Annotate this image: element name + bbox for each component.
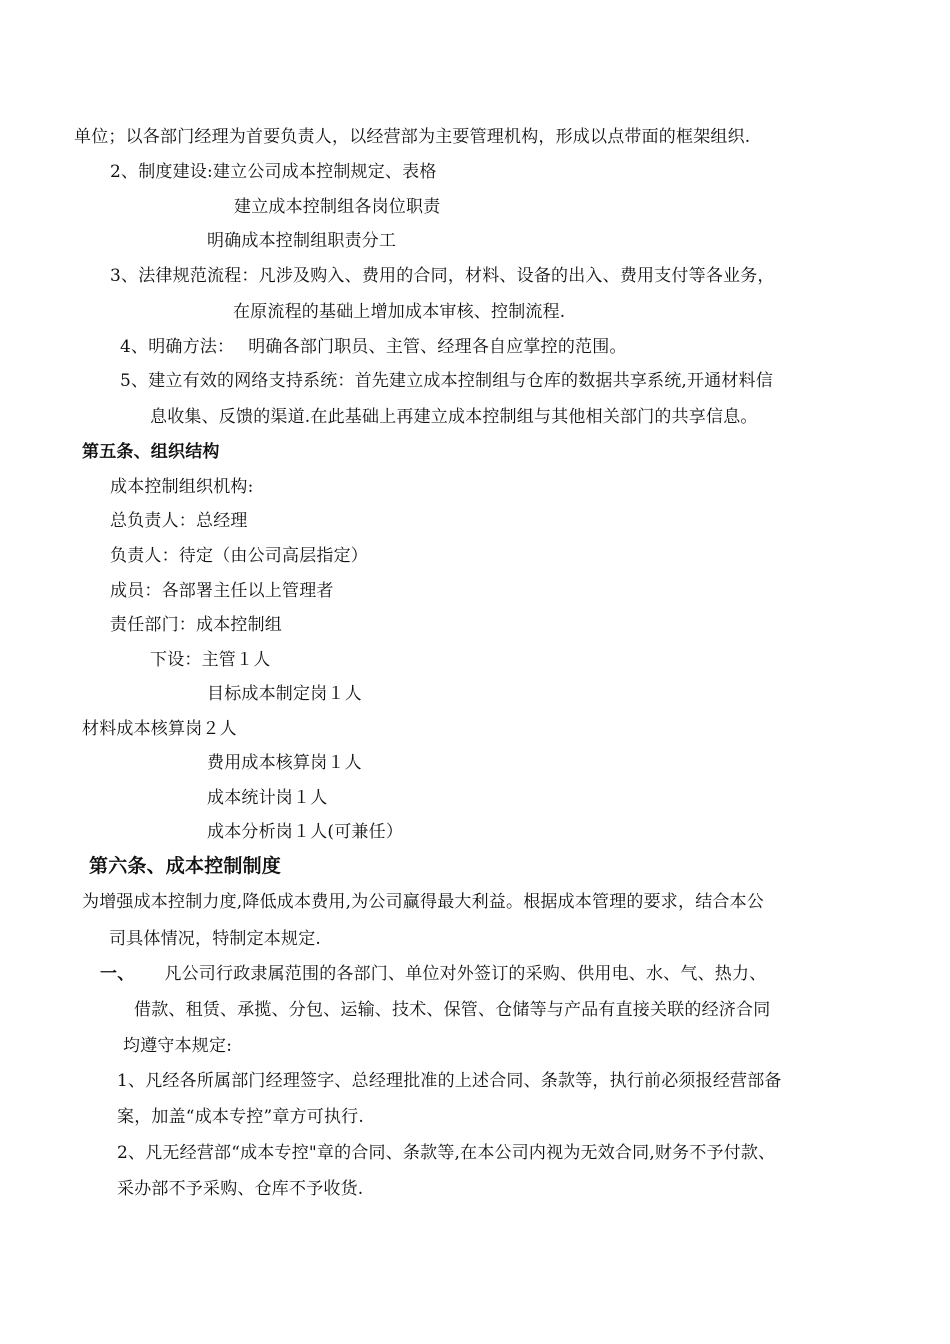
text-line: 在原流程的基础上增加成本审核、控制流程. — [233, 302, 566, 322]
text-line: 建立成本控制组各岗位职责 — [234, 197, 441, 217]
text-line: 成本控制组织机构: — [110, 477, 254, 497]
text-line: 负责人：待定（由公司高层指定） — [110, 546, 368, 566]
text-line: 借款、租赁、承揽、分包、运输、技术、保管、仓储等与产品有直接关联的经济合同 — [134, 1000, 771, 1020]
text-line: 材料成本核算岗２人 — [82, 719, 237, 739]
text-line: 总负责人：总经理 — [110, 511, 248, 531]
clause-text: 凡公司行政隶属范围的各部门、单位对外签订的采购、供用电、水、气、热力、 — [164, 964, 767, 984]
text-line: 成本统计岗１人 — [207, 788, 328, 808]
text-line: 责任部门：成本控制组 — [110, 615, 282, 635]
method-text: 明确各部门职员、主管、经理各自应掌控的范围。 — [248, 337, 627, 357]
text-line: 单位；以各部门经理为首要负责人，以经营部为主要管理机构，形成以点带面的框架组织. — [74, 127, 751, 147]
text-line: 为增强成本控制力度,降低成本费用,为公司赢得最大利益。根据成本管理的要求，结合本公 — [82, 892, 765, 912]
text-line: 明确成本控制组职责分工 — [207, 231, 397, 251]
method-label: 4、明确方法： — [120, 337, 235, 357]
text-line: 均遵守本规定: — [123, 1036, 233, 1056]
text-line-clause — [100, 962, 766, 986]
text-line: 1、凡经各所属部门经理签字、总经理批准的上述合同、条款等，执行前必须报经营部备 — [117, 1071, 782, 1091]
text-line: 成员：各部署主任以上管理者 — [110, 581, 334, 601]
text-line-method — [120, 335, 627, 359]
text-line: 2、凡无经营部“成本专控"章的合同、条款等,在本公司内视为无效合同,财务不予付款、 — [117, 1143, 776, 1163]
text-line: 2、制度建设:建立公司成本控制规定、表格 — [110, 162, 437, 182]
text-line: 案，加盖“成本专控”章方可执行. — [117, 1107, 364, 1127]
text-line: 成本分析岗１人(可兼任） — [207, 822, 404, 842]
text-line: 下设：主管１人 — [150, 650, 271, 670]
text-line: 5、建立有效的网络支持系统：首先建立成本控制组与仓库的数据共享系统,开通材料信 — [120, 371, 774, 391]
text-line: 目标成本制定岗１人 — [207, 684, 362, 704]
text-line: 司具体情况，特制定本规定. — [109, 929, 322, 949]
section-heading: 第六条、成本控制制度 — [89, 855, 282, 877]
text-line: 3、法律规范流程：凡涉及购入、费用的合同，材料、设备的出入、费用支付等各业务， — [110, 266, 775, 286]
text-line: 费用成本核算岗１人 — [207, 753, 362, 773]
text-line: 采办部不予采购、仓库不予收货. — [117, 1179, 364, 1199]
text-line: 息收集、反馈的渠道.在此基础上再建立成本控制组与其他相关部门的共享信息。 — [150, 407, 758, 427]
clause-number: 一、 — [100, 964, 135, 984]
section-heading: 第五条、组织结构 — [82, 442, 220, 462]
